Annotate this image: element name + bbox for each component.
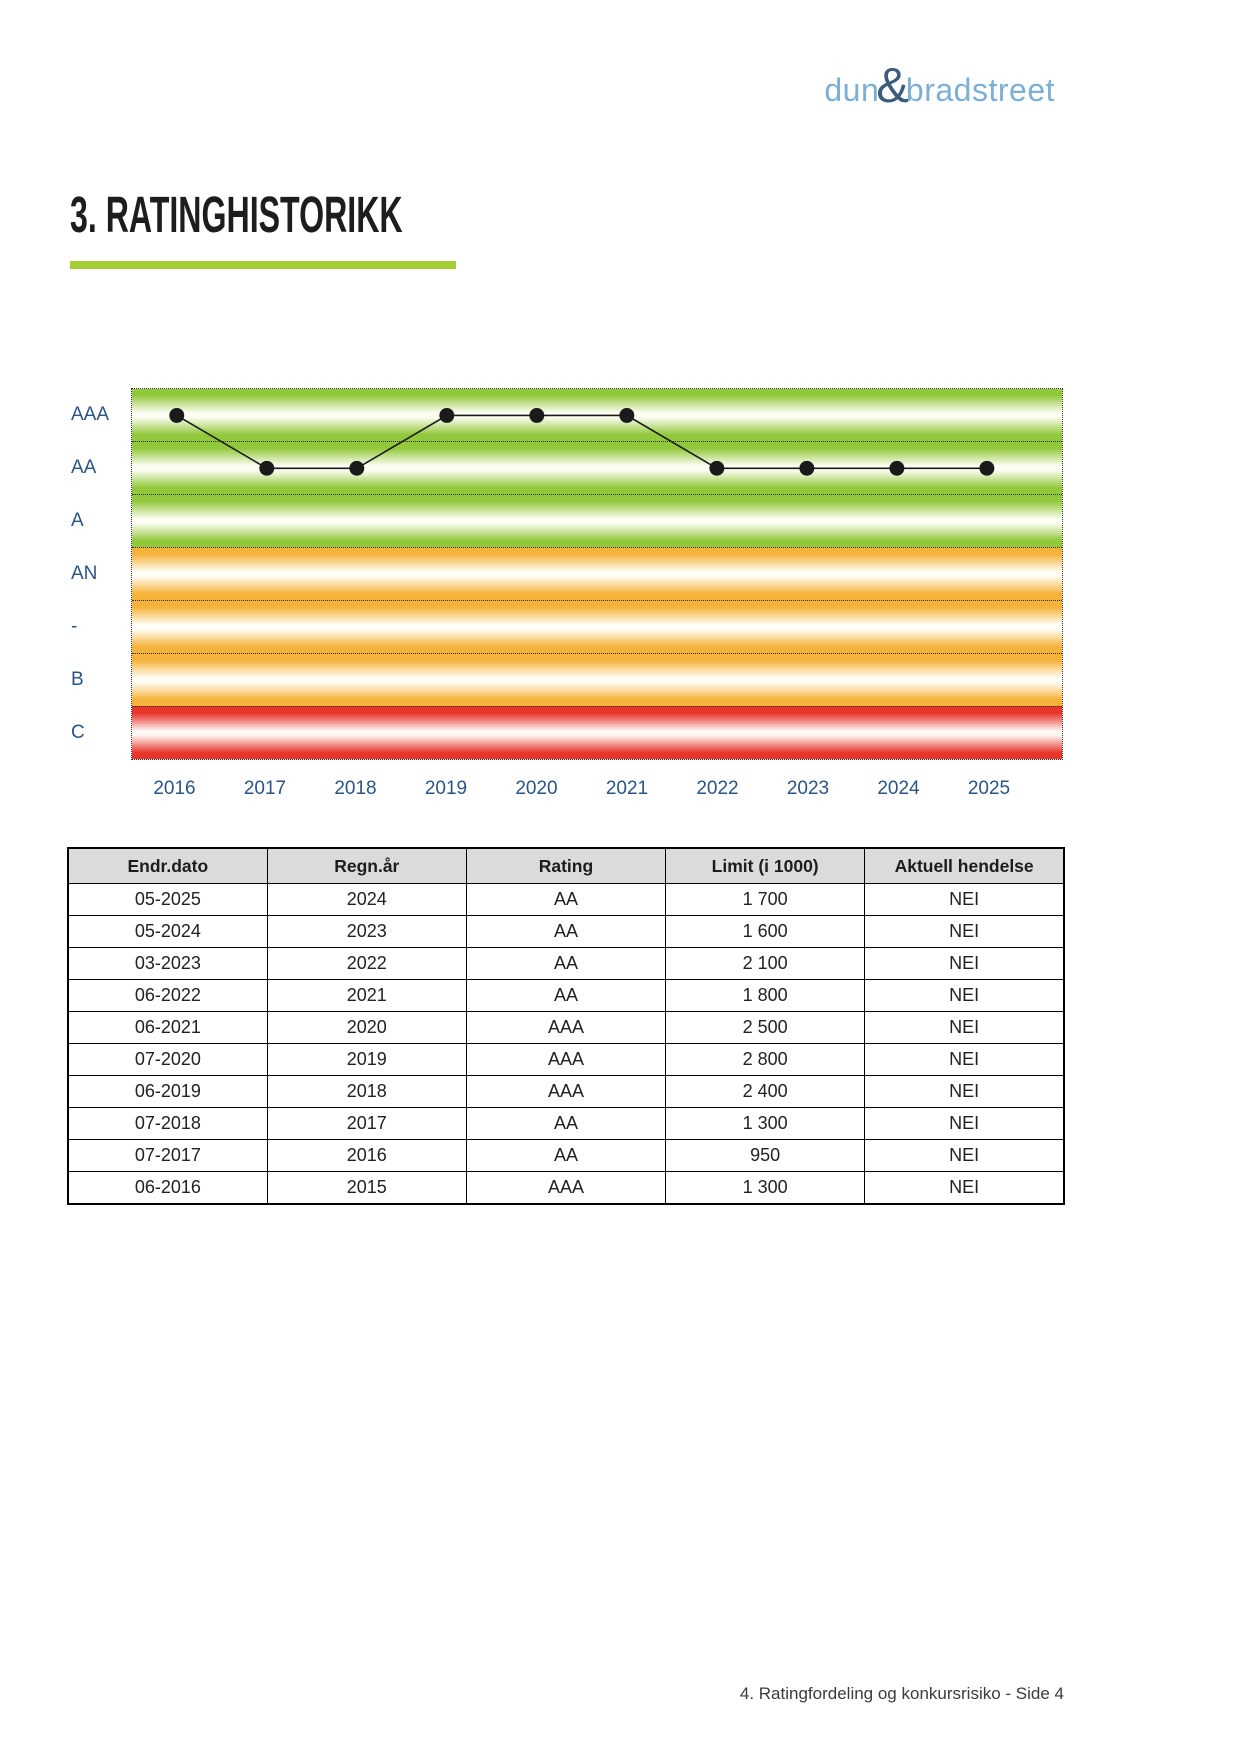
table-cell: NEI [865, 1108, 1064, 1140]
column-header: Endr.dato [68, 848, 267, 884]
table-cell: NEI [865, 1140, 1064, 1172]
data-point-2021 [619, 408, 634, 423]
table-cell: NEI [865, 1076, 1064, 1108]
table-cell: 2 100 [666, 948, 865, 980]
y-axis-label-aa: AA [71, 456, 97, 478]
table-cell: 1 600 [666, 916, 865, 948]
table-cell: NEI [865, 1012, 1064, 1044]
logo-word-bradstreet: bradstreet [905, 72, 1055, 108]
x-axis-label-2021: 2021 [605, 778, 649, 799]
table-row [68, 1140, 1064, 1172]
table-cell: 2021 [267, 980, 466, 1012]
table-row [68, 884, 1064, 916]
table-cell: AA [466, 948, 665, 980]
table-row [68, 1044, 1064, 1076]
table-cell: 2 800 [666, 1044, 865, 1076]
rating-history-chart [131, 388, 1063, 760]
table-cell: AAA [466, 1044, 665, 1076]
table-cell: 07-2017 [68, 1140, 267, 1172]
table-row [68, 948, 1064, 980]
table-cell: 06-2016 [68, 1172, 267, 1205]
x-axis-label-2019: 2019 [424, 778, 468, 799]
x-axis-label-2024: 2024 [877, 778, 920, 799]
table-cell: NEI [865, 884, 1064, 916]
table-cell: 2 500 [666, 1012, 865, 1044]
x-axis-label-2017: 2017 [243, 778, 287, 799]
table-body [68, 884, 1064, 1205]
rating-line-layer [132, 389, 1062, 759]
x-axis-label-2018: 2018 [334, 778, 377, 799]
table-cell: AA [466, 884, 665, 916]
table-cell: 2020 [267, 1012, 466, 1044]
table-cell: AAA [466, 1012, 665, 1044]
y-axis-label-aaa: AAA [71, 403, 110, 425]
data-point-2016 [169, 408, 184, 423]
data-point-2017 [259, 461, 274, 476]
table-cell: 1 700 [666, 884, 865, 916]
x-axis-label-2020: 2020 [515, 778, 558, 799]
table-cell: 2018 [267, 1076, 466, 1108]
table-header [68, 848, 1064, 884]
table-cell: 2 400 [666, 1076, 865, 1108]
section-title: 3. RATINGHISTORIKK [70, 186, 403, 243]
table-cell: 2019 [267, 1044, 466, 1076]
page-footer: 4. Ratingfordeling og konkursrisiko - Side 4 [739, 1684, 1064, 1703]
table-cell: AA [466, 1108, 665, 1140]
table-cell: 2024 [267, 884, 466, 916]
y-axis-label-dash: - [71, 616, 78, 638]
data-point-2025 [979, 461, 994, 476]
title-underline [70, 261, 456, 269]
logo-ampersand-icon: & [876, 59, 909, 113]
table-cell: 1 300 [666, 1108, 865, 1140]
table-cell: NEI [865, 980, 1064, 1012]
data-point-2022 [709, 461, 724, 476]
table-row [68, 1108, 1064, 1140]
data-point-2020 [529, 408, 544, 423]
table-cell: 05-2024 [68, 916, 267, 948]
data-point-2023 [799, 461, 814, 476]
dun-bradstreet-logo [824, 59, 1055, 113]
table-cell: 07-2018 [68, 1108, 267, 1140]
table-cell: NEI [865, 1172, 1064, 1205]
table-cell: 2016 [267, 1140, 466, 1172]
column-header: Regn.år [267, 848, 466, 884]
table-cell: 2015 [267, 1172, 466, 1205]
table-cell: 2023 [267, 916, 466, 948]
table-cell: 07-2020 [68, 1044, 267, 1076]
table-cell: 2017 [267, 1108, 466, 1140]
table-row [68, 916, 1064, 948]
y-axis-label-c: C [71, 722, 85, 744]
table-cell: AA [466, 980, 665, 1012]
data-point-2019 [439, 408, 454, 423]
table-cell: NEI [865, 948, 1064, 980]
table-cell: 06-2022 [68, 980, 267, 1012]
data-point-2018 [349, 461, 364, 476]
table-cell: 05-2025 [68, 884, 267, 916]
x-axis-label-2023: 2023 [786, 778, 830, 799]
table-row [68, 980, 1064, 1012]
table-cell: NEI [865, 1044, 1064, 1076]
table-cell: 06-2019 [68, 1076, 267, 1108]
rating-history-table [67, 847, 1065, 1205]
table-cell: AAA [466, 1172, 665, 1205]
table-cell: 1 800 [666, 980, 865, 1012]
table-cell: 2022 [267, 948, 466, 980]
table-cell: 03-2023 [68, 948, 267, 980]
table-header-row [68, 848, 1064, 884]
table-cell: AA [466, 916, 665, 948]
rating-line [177, 415, 987, 468]
y-axis-label-b: B [71, 669, 84, 691]
table-cell: AAA [466, 1076, 665, 1108]
table-cell: 1 300 [666, 1172, 865, 1205]
table-row [68, 1172, 1064, 1205]
column-header: Rating [466, 848, 665, 884]
table-cell: NEI [865, 916, 1064, 948]
table-row [68, 1076, 1064, 1108]
table-cell: 950 [666, 1140, 865, 1172]
y-axis-label-a: A [71, 509, 84, 531]
y-axis-label-an: AN [71, 563, 98, 584]
x-axis-label-2022: 2022 [696, 778, 739, 799]
column-header: Aktuell hendelse [865, 848, 1064, 884]
x-axis-label-2025: 2025 [967, 778, 1011, 799]
column-header: Limit (i 1000) [666, 848, 865, 884]
table-cell: AA [466, 1140, 665, 1172]
x-axis-label-2016: 2016 [153, 778, 196, 799]
logo-word-dun: dun [824, 72, 880, 108]
table-cell: 06-2021 [68, 1012, 267, 1044]
table-row [68, 1012, 1064, 1044]
data-point-2024 [889, 461, 904, 476]
